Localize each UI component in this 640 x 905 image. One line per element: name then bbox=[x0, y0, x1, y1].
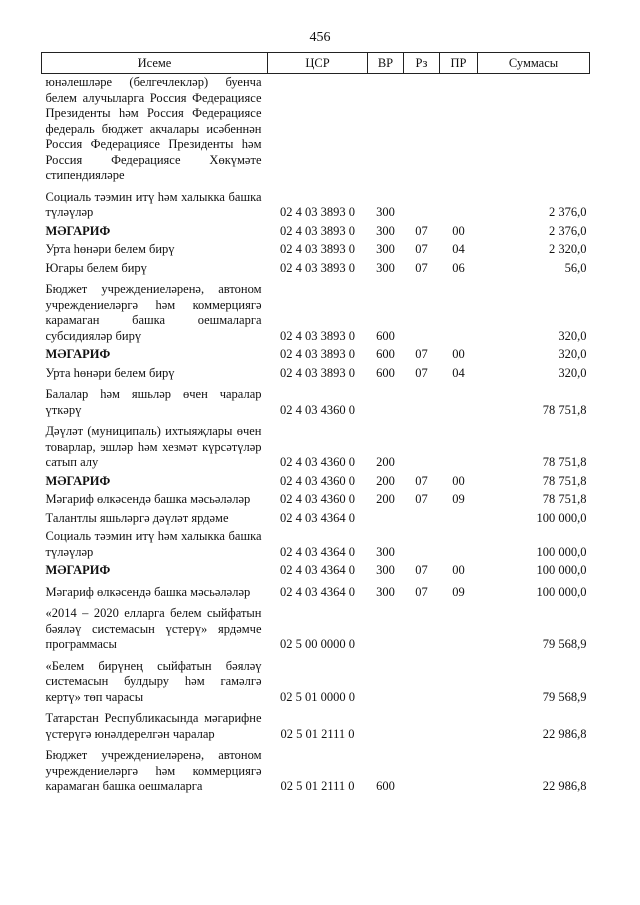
row-pr: 09 bbox=[452, 492, 465, 506]
row-csr: 02 5 01 2111 0 bbox=[280, 779, 355, 793]
row-pr bbox=[440, 707, 478, 744]
row-pr: 00 bbox=[452, 223, 465, 238]
row-sum: 2 320,0 bbox=[549, 242, 587, 256]
row-pr bbox=[440, 528, 478, 562]
table-row bbox=[42, 420, 590, 473]
row-name: МӘГАРИФ bbox=[45, 347, 111, 361]
row-csr: 02 4 03 4364 0 bbox=[280, 584, 355, 599]
row-csr: 02 4 03 3893 0 bbox=[280, 347, 355, 361]
row-vr bbox=[368, 707, 404, 744]
row-pr bbox=[440, 420, 478, 473]
row-csr: 02 4 03 4364 0 bbox=[280, 544, 355, 559]
row-vr: 300 bbox=[376, 223, 395, 238]
row-csr: 02 4 03 3893 0 bbox=[280, 328, 355, 343]
table-row bbox=[42, 473, 590, 492]
row-name: «Белем бирүнең сыйфатын бәяләү системасын булдыру һәм гамәлгә кертү» төп чарасы bbox=[45, 658, 262, 704]
row-sum: 100 000,0 bbox=[536, 510, 587, 525]
table-row bbox=[42, 74, 590, 186]
row-name: Мәгариф өлкәсендә башка мәсьәләләр bbox=[45, 584, 251, 599]
table-row bbox=[42, 602, 590, 655]
header-rz: Рз bbox=[404, 53, 440, 74]
row-csr: 02 4 03 4360 0 bbox=[280, 473, 355, 488]
row-vr: 200 bbox=[376, 492, 395, 506]
header-sum: Суммасы bbox=[478, 53, 590, 74]
row-vr: 600 bbox=[376, 347, 395, 361]
row-sum: 79 568,9 bbox=[542, 637, 587, 651]
row-name: Бюджет учреждениеләренә, автоном учреждениеләргә һәм коммерциягә карамаган башка оешмаларга субсидияләр бирү bbox=[45, 282, 262, 343]
row-rz: 07 bbox=[415, 347, 428, 361]
row-sum: 100 000,0 bbox=[536, 563, 587, 577]
table-header bbox=[42, 53, 590, 74]
row-csr: 02 4 03 4360 0 bbox=[280, 402, 355, 417]
row-sum: 100 000,0 bbox=[536, 584, 587, 599]
row-rz bbox=[404, 510, 440, 529]
table-row bbox=[42, 510, 590, 529]
row-vr bbox=[368, 655, 404, 708]
row-name: Урта һөнәри белем бирү bbox=[45, 242, 175, 256]
row-pr: 04 bbox=[452, 242, 465, 256]
row-sum: 56,0 bbox=[564, 260, 587, 275]
table-row bbox=[42, 365, 590, 384]
row-sum bbox=[478, 74, 590, 186]
row-sum: 2 376,0 bbox=[549, 205, 587, 219]
header-name: Исеме bbox=[42, 53, 268, 74]
row-vr: 300 bbox=[376, 260, 395, 275]
row-pr: 00 bbox=[452, 563, 465, 577]
row-vr bbox=[368, 74, 404, 186]
row-sum: 78 751,8 bbox=[542, 473, 587, 488]
row-pr: 06 bbox=[452, 260, 465, 275]
row-pr bbox=[440, 510, 478, 529]
row-vr: 300 bbox=[376, 563, 395, 577]
row-name: Югары белем бирү bbox=[45, 260, 147, 275]
row-rz: 07 bbox=[415, 365, 428, 380]
row-csr bbox=[268, 74, 368, 186]
row-rz bbox=[404, 278, 440, 346]
row-vr: 300 bbox=[376, 205, 395, 219]
row-csr: 02 4 03 4364 0 bbox=[280, 563, 355, 577]
table-row bbox=[42, 744, 590, 797]
row-sum: 79 568,9 bbox=[542, 689, 587, 704]
row-name: Мәгариф өлкәсендә башка мәсьәләләр bbox=[45, 492, 251, 506]
row-rz bbox=[404, 74, 440, 186]
row-rz: 07 bbox=[415, 563, 428, 577]
header-vr: ВР bbox=[368, 53, 404, 74]
row-rz: 07 bbox=[415, 260, 428, 275]
row-rz: 07 bbox=[415, 242, 428, 256]
row-rz bbox=[404, 528, 440, 562]
row-sum: 320,0 bbox=[558, 328, 587, 343]
table-row bbox=[42, 223, 590, 242]
row-rz bbox=[404, 383, 440, 420]
row-pr bbox=[440, 186, 478, 223]
row-pr bbox=[440, 655, 478, 708]
row-sum: 320,0 bbox=[558, 347, 587, 361]
row-sum: 78 751,8 bbox=[542, 492, 587, 506]
row-name: МӘГАРИФ bbox=[45, 563, 111, 577]
row-pr bbox=[440, 278, 478, 346]
row-csr: 02 4 03 4360 0 bbox=[280, 492, 355, 506]
row-csr: 02 4 03 3893 0 bbox=[280, 365, 355, 380]
row-sum: 78 751,8 bbox=[542, 455, 587, 469]
row-name: МӘГАРИФ bbox=[45, 473, 111, 488]
row-pr bbox=[440, 74, 478, 186]
budget-table bbox=[41, 52, 590, 797]
row-csr: 02 4 03 4360 0 bbox=[280, 455, 355, 469]
row-rz bbox=[404, 707, 440, 744]
row-csr: 02 4 03 3893 0 bbox=[280, 205, 355, 219]
row-pr bbox=[440, 602, 478, 655]
table-row bbox=[42, 278, 590, 346]
row-name: юнәлешләре (белгечлекләр) буенча белем алучыларга Россия Федерациясе Президенты һәм Россия Федерациясе федераль бюджет акчалары исәбеннән Россия Федерациясе Президенты һәм Россия Федерациясе Хөкүмәте стипендияләре bbox=[42, 74, 268, 186]
row-name: Социаль тәэмин итү һәм халыкка башка түләүләр bbox=[45, 529, 262, 559]
row-sum: 320,0 bbox=[558, 365, 587, 380]
row-vr bbox=[368, 510, 404, 529]
row-name: «2014 – 2020 елларга белем сыйфатын бәяләү системасын үстерү» ярдәмче программасы bbox=[45, 606, 262, 651]
row-csr: 02 5 01 0000 0 bbox=[280, 689, 355, 704]
row-sum: 78 751,8 bbox=[542, 402, 587, 417]
table-row bbox=[42, 186, 590, 223]
table-row bbox=[42, 528, 590, 562]
row-vr bbox=[368, 602, 404, 655]
row-rz: 07 bbox=[415, 473, 428, 488]
row-vr: 600 bbox=[376, 365, 395, 380]
table-body bbox=[42, 74, 590, 797]
header-pr: ПР bbox=[440, 53, 478, 74]
row-rz: 07 bbox=[415, 584, 428, 599]
row-csr: 02 4 03 4364 0 bbox=[280, 510, 355, 525]
table-row bbox=[42, 491, 590, 510]
row-csr: 02 5 00 0000 0 bbox=[280, 637, 355, 651]
table-row bbox=[42, 581, 590, 603]
row-pr: 00 bbox=[452, 473, 465, 488]
page-number: 456 bbox=[309, 30, 331, 45]
table-row bbox=[42, 655, 590, 708]
row-vr: 600 bbox=[376, 328, 395, 343]
row-rz bbox=[404, 186, 440, 223]
row-name: МӘГАРИФ bbox=[45, 223, 111, 238]
table-row bbox=[42, 260, 590, 279]
table-row bbox=[42, 707, 590, 744]
row-pr bbox=[440, 744, 478, 797]
row-vr bbox=[368, 383, 404, 420]
row-csr: 02 4 03 3893 0 bbox=[280, 242, 355, 256]
row-rz bbox=[404, 744, 440, 797]
row-name: Балалар һәм яшьләр өчен чаралар үткәрү bbox=[45, 387, 262, 417]
row-vr: 200 bbox=[376, 473, 395, 488]
table-row bbox=[42, 562, 590, 581]
row-pr bbox=[440, 383, 478, 420]
row-pr: 00 bbox=[452, 347, 465, 361]
row-name: Талантлы яшьләргә дәүләт ярдәме bbox=[45, 510, 229, 525]
row-rz bbox=[404, 655, 440, 708]
row-csr: 02 4 03 3893 0 bbox=[280, 223, 355, 238]
row-name: Дәүләт (муниципаль) ихтыяҗлары өчен товарлар, эшләр һәм хезмәт күрсәтүләр сатып алу bbox=[45, 424, 262, 469]
row-csr: 02 5 01 2111 0 bbox=[280, 726, 355, 741]
row-vr: 300 bbox=[376, 544, 395, 559]
row-name: Бюджет учреждениеләренә, автоном учреждениеләргә һәм коммерциягә карамаган башка оешмаларга bbox=[45, 748, 262, 793]
row-name: Урта һөнәри белем бирү bbox=[45, 365, 175, 380]
row-sum: 100 000,0 bbox=[536, 544, 587, 559]
row-vr: 300 bbox=[376, 242, 395, 256]
row-name: Татарстан Республикасында мәгарифне үстерүгә юнәлдерелгән чаралар bbox=[45, 711, 262, 741]
header-csr: ЦСР bbox=[268, 53, 368, 74]
row-rz: 07 bbox=[415, 223, 428, 238]
row-sum: 22 986,8 bbox=[542, 779, 587, 793]
table-row bbox=[42, 346, 590, 365]
table-row bbox=[42, 241, 590, 260]
row-rz bbox=[404, 602, 440, 655]
row-name: Социаль тәэмин итү һәм халыкка башка түләүләр bbox=[45, 189, 262, 219]
row-rz: 07 bbox=[415, 492, 428, 506]
row-sum: 22 986,8 bbox=[542, 726, 587, 741]
row-csr: 02 4 03 3893 0 bbox=[280, 260, 355, 275]
row-pr: 04 bbox=[452, 365, 465, 380]
row-vr: 300 bbox=[376, 584, 395, 599]
table-row bbox=[42, 383, 590, 420]
row-vr: 600 bbox=[376, 779, 395, 793]
row-sum: 2 376,0 bbox=[549, 223, 587, 238]
row-rz bbox=[404, 420, 440, 473]
row-pr: 09 bbox=[452, 584, 465, 599]
row-vr: 200 bbox=[376, 455, 395, 469]
